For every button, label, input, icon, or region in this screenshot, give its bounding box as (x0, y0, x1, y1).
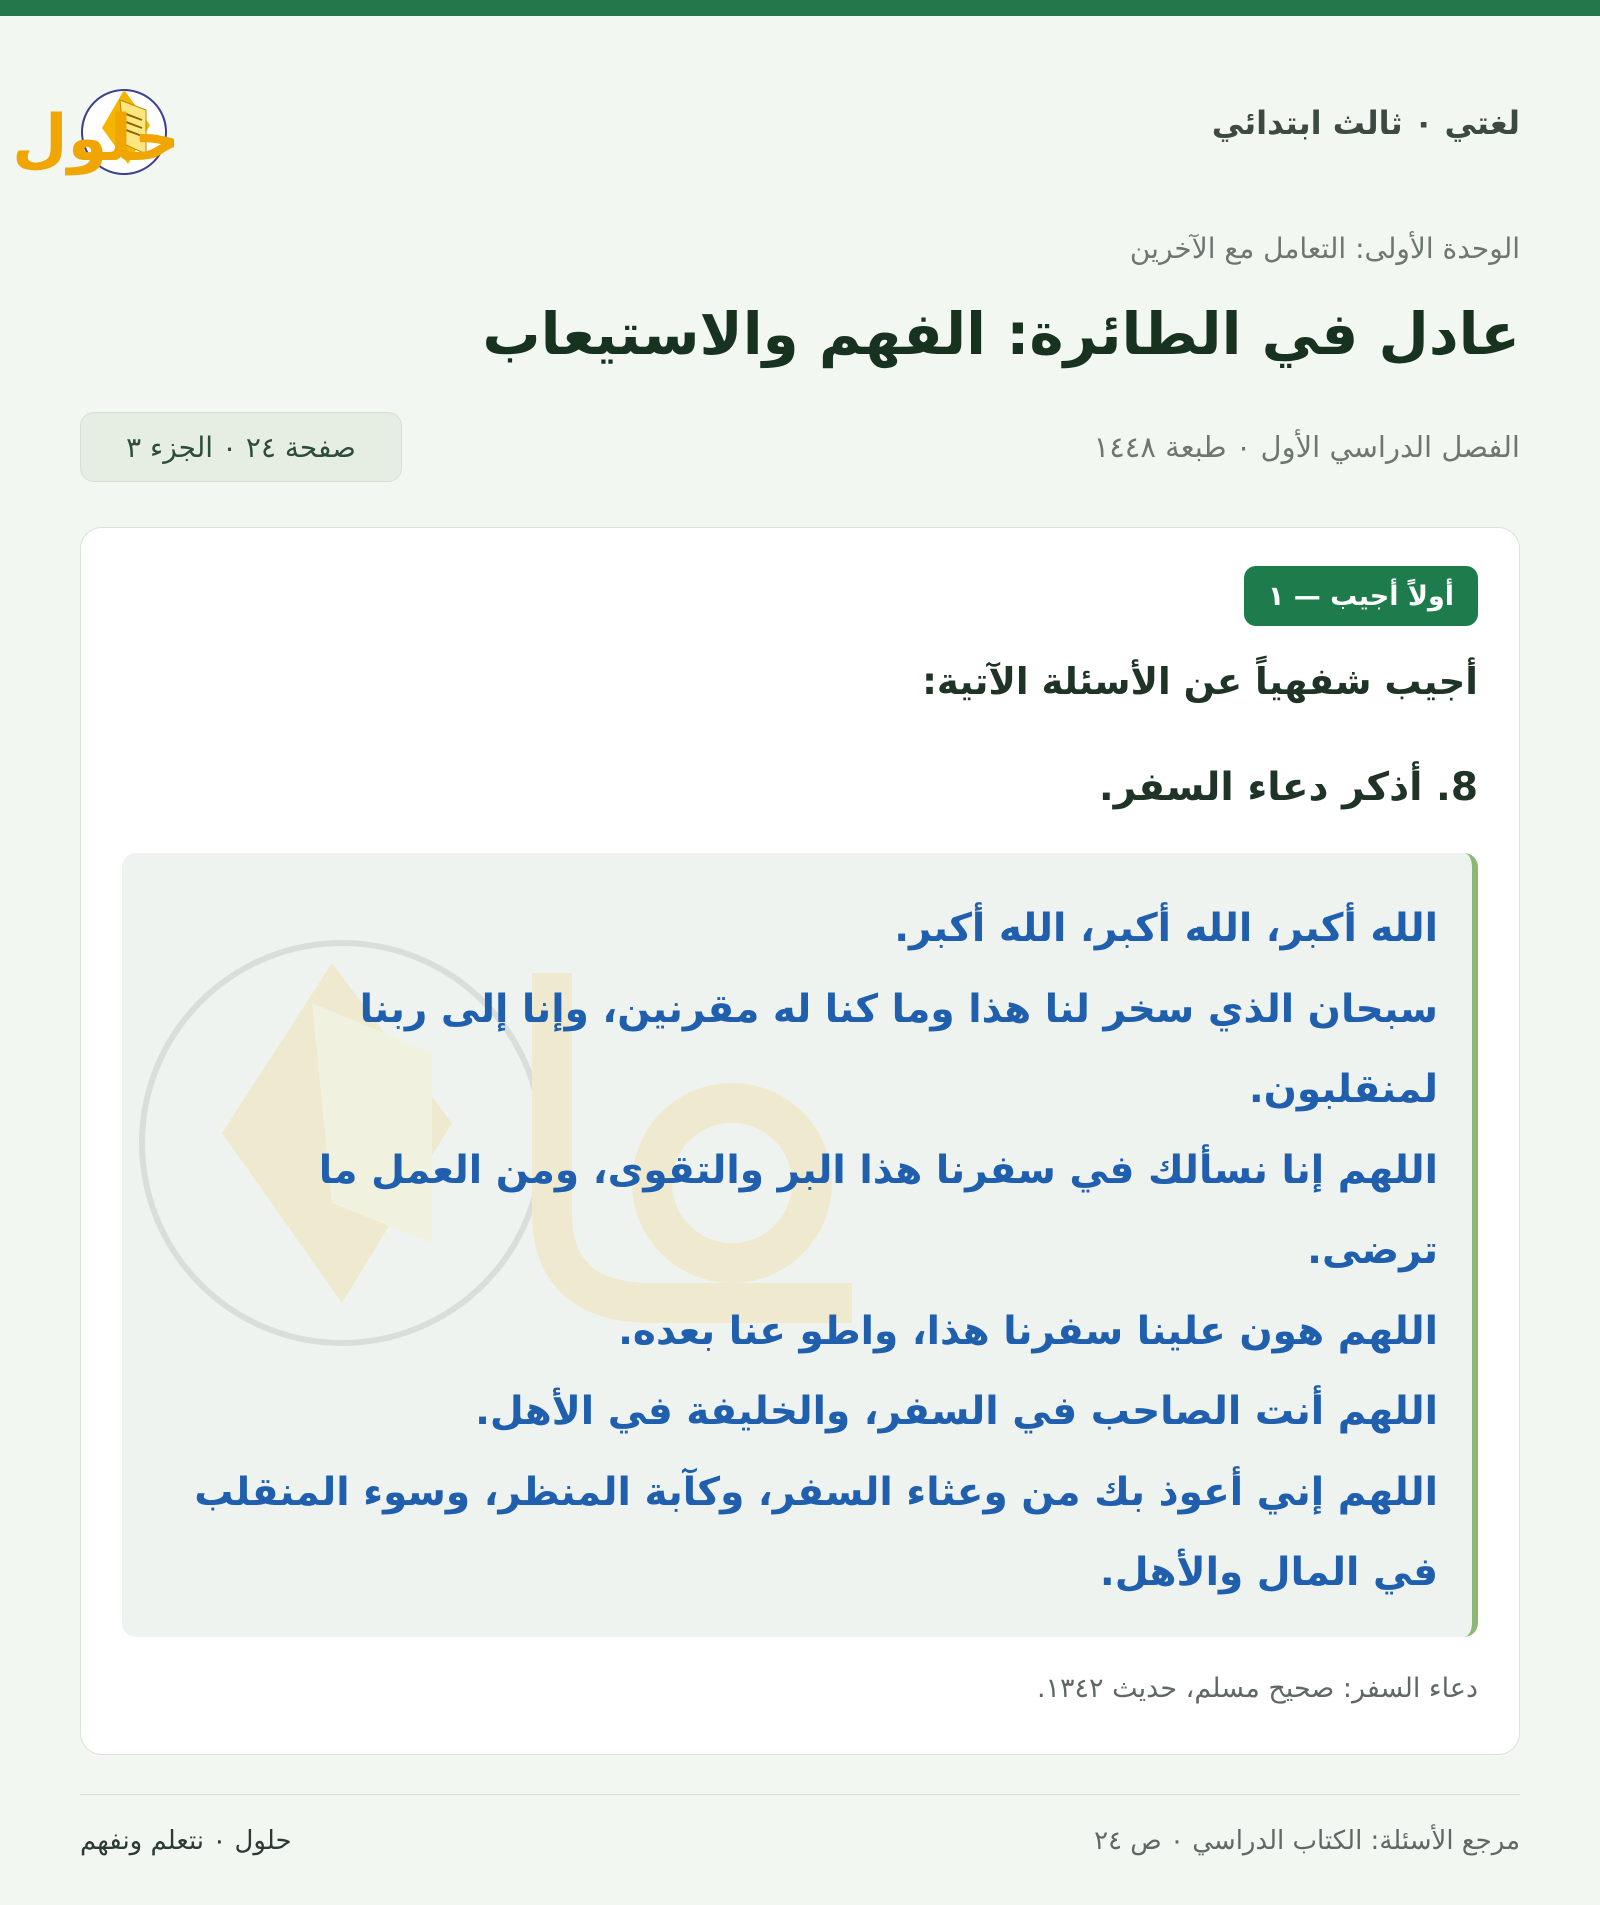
answer-box (122, 853, 1478, 1637)
page-header (12, 70, 1520, 190)
answer-line: اللهم إني أعوذ بك من وعثاء السفر، وكآبة المنظر، وسوء المنقلب (194, 1469, 1438, 1515)
citation-text: دعاء السفر: صحيح مسلم، حديث ١٣٤٢. (1036, 1673, 1478, 1704)
unit-label: الوحدة الأولى: التعامل مع الآخرين (1129, 232, 1520, 265)
subject-title: لغتي ٠ ثالث ابتدائي (1211, 104, 1520, 142)
answer-line: الله أكبر، الله أكبر، الله أكبر. (894, 906, 1438, 951)
page-title: عادل في الطائرة: الفهم والاستيعاب (482, 300, 1520, 368)
section-badge: أولاً أجيب — ١ (1244, 566, 1478, 626)
question-card (80, 527, 1520, 1755)
site-logo[interactable] (12, 70, 380, 190)
answer-line: لمنقلبون. (1248, 1067, 1438, 1112)
answer-line: اللهم أنت الصاحب في السفر، والخليفة في الأهل. (475, 1389, 1438, 1434)
footer-divider (80, 1794, 1520, 1795)
answer-line: اللهم هون علينا سفرنا هذا، واطو عنا بعده. (618, 1308, 1438, 1354)
top-accent-bar (0, 0, 1600, 16)
question-text: 8. أذكر دعاء السفر. (1098, 765, 1478, 810)
answer-line: ترضى. (1307, 1228, 1438, 1273)
answer-line: سبحان الذي سخر لنا هذا وما كنا له مقرنين، وإنا إلى ربنا (359, 986, 1438, 1032)
instruction-text: أجيب شفهياً عن الأسئلة الآتية: (922, 660, 1478, 703)
answer-line: في المال والأهل. (1099, 1550, 1438, 1595)
page-badge: صفحة ٢٤ ٠ الجزء ٣ (80, 412, 402, 482)
answer-line: اللهم إنا نسألك في سفرنا هذا البر والتقوى، ومن العمل ما (318, 1147, 1438, 1193)
answer-lines (156, 889, 1438, 1614)
footer-reference: مرجع الأسئلة: الكتاب الدراسي ٠ ص ٢٤ (1094, 1826, 1520, 1856)
footer-brand[interactable]: حلول ٠ نتعلم ونفهم (80, 1826, 292, 1856)
logo-wordmark: حلول (12, 102, 180, 176)
semester-label: الفصل الدراسي الأول ٠ طبعة ١٤٤٨ (1093, 430, 1520, 464)
book-logo-icon (12, 70, 380, 190)
